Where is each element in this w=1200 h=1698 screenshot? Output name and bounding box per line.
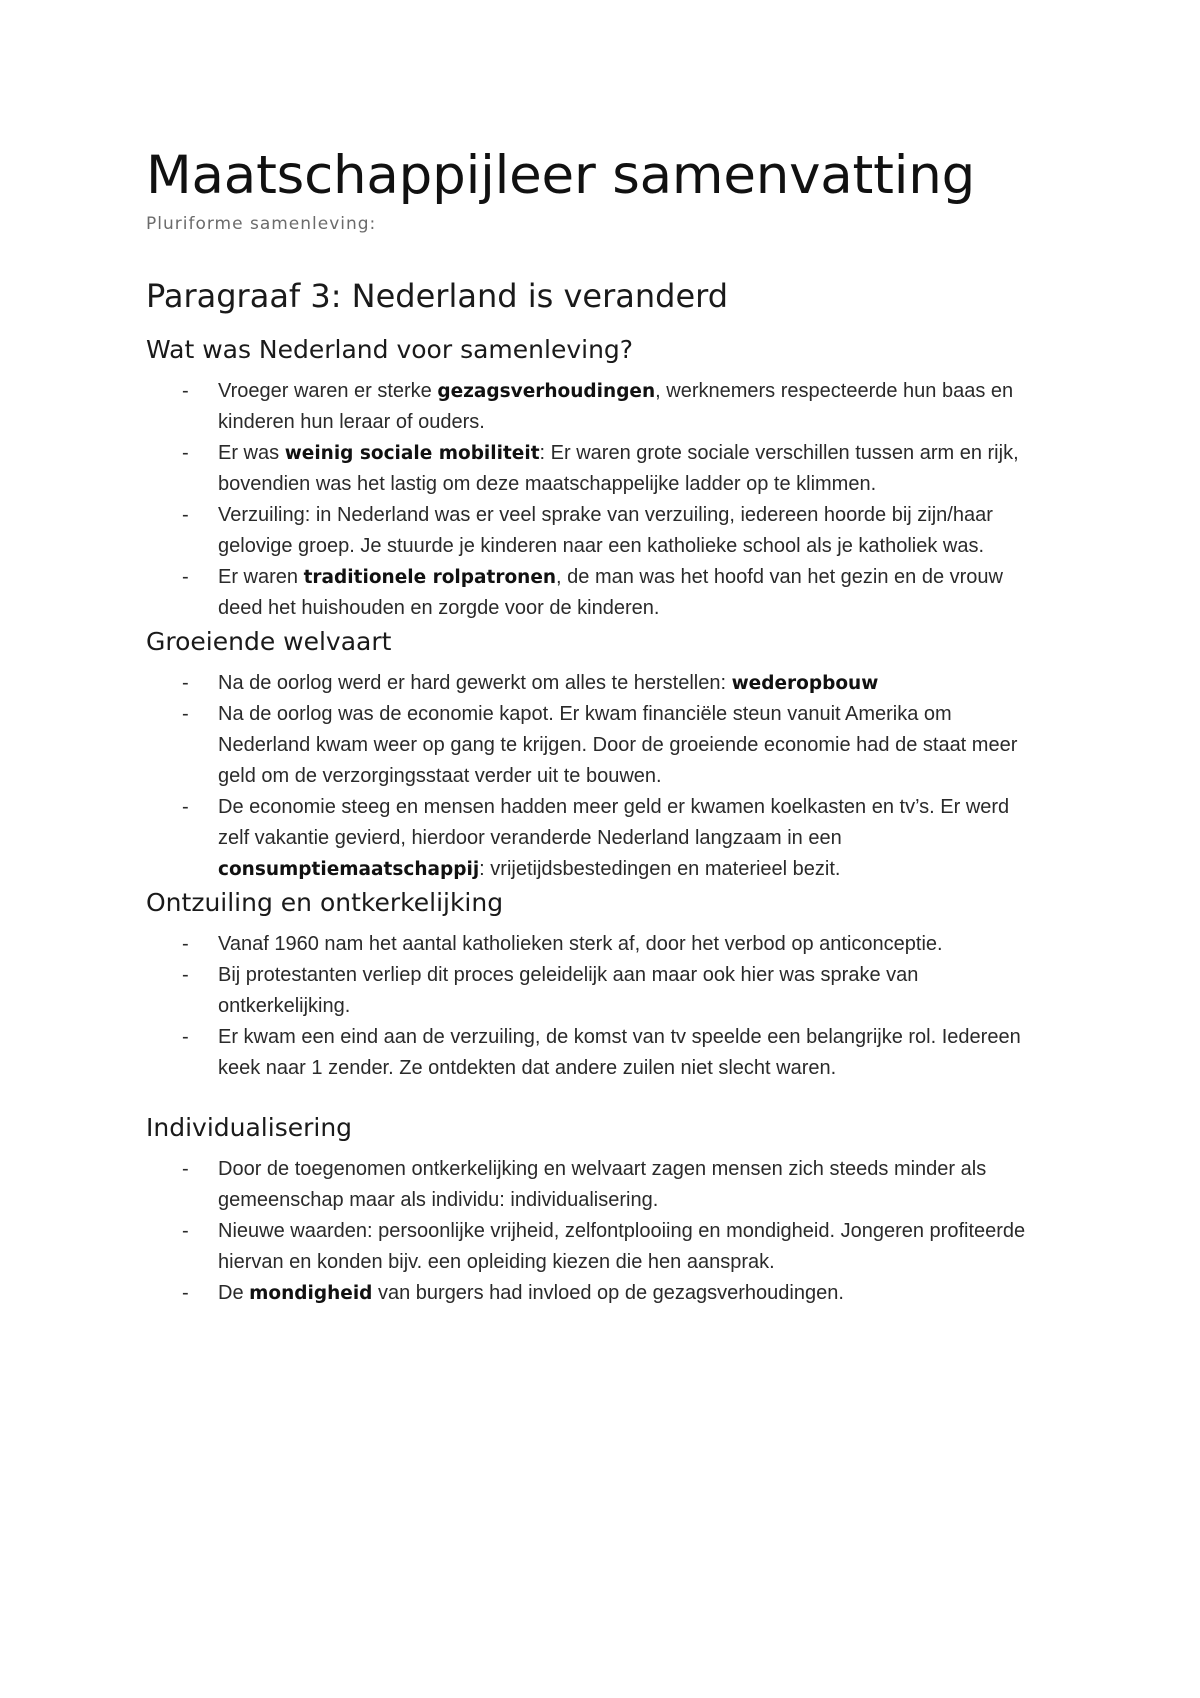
item-text: Na de oorlog werd er hard gewerkt om alles te herstellen:: [218, 672, 732, 694]
item-text: , de man was het hoofd van het gezin en de vrouw deed het huishouden en zorgde voor de kinderen.: [218, 566, 1003, 619]
list-item: [146, 668, 1032, 699]
item-text: Er waren: [218, 566, 304, 588]
section-heading: Groeiende welvaart: [146, 627, 392, 656]
section-heading: Individualisering: [146, 1113, 353, 1142]
section-heading: Wat was Nederland voor samenleving?: [146, 335, 634, 364]
dash-bullet: -: [182, 1282, 189, 1304]
dash-bullet: -: [182, 1158, 189, 1180]
item-text: De: [218, 1282, 250, 1304]
item-text: Er kwam een eind aan de verzuiling, de komst van tv speelde een belangrijke rol. Iedereen keek naar 1 zender. Ze ontdekten dat andere zuilen niet slecht waren.: [218, 1026, 1021, 1079]
item-bold-term: weinig sociale mobiliteit: [284, 443, 540, 464]
dash-bullet: -: [182, 380, 189, 402]
item-bold-term: consumptiemaatschappij: [218, 859, 480, 880]
list-item: [146, 1278, 1032, 1309]
dash-bullet: -: [182, 504, 189, 526]
dash-bullet: -: [182, 1220, 189, 1242]
item-text: Er was: [218, 442, 285, 464]
paragraph-heading: Paragraaf 3: Nederland is veranderd: [146, 277, 729, 315]
dash-bullet: -: [182, 566, 189, 588]
bullet-list: [146, 1154, 1032, 1309]
bullet-list: [146, 376, 1032, 624]
list-item: [146, 438, 1032, 500]
item-text: van burgers had invloed op de gezagsverhoudingen.: [372, 1282, 844, 1304]
document-subtitle: Pluriforme samenleving:: [146, 214, 377, 234]
list-item: [146, 1216, 1032, 1278]
dash-bullet: -: [182, 703, 189, 725]
dash-bullet: -: [182, 672, 189, 694]
item-text: Vroeger waren er sterke: [218, 380, 438, 402]
item-text: De economie steeg en mensen hadden meer geld er kwamen koelkasten en tv’s. Er werd zelf vakantie gevierd, hierdoor veranderde Nederland langzaam in een: [218, 796, 1010, 849]
item-bold-term: wederopbouw: [731, 673, 879, 694]
list-item: [146, 562, 1032, 624]
item-text: , werknemers respecteerde hun baas en kinderen hun leraar of ouders.: [218, 380, 1014, 433]
list-item: [146, 699, 1032, 792]
list-item: [146, 929, 1032, 960]
item-text: Nieuwe waarden: persoonlijke vrijheid, zelfontplooiing en mondigheid. Jongeren profiteerde hiervan en konden bijv. een opleiding kiezen die hen aansprak.: [218, 1220, 1026, 1273]
item-text: Na de oorlog was de economie kapot. Er kwam financiële steun vanuit Amerika om Nederland kwam weer op gang te krijgen. Door de groeiende economie had de staat meer geld om de verzorgingsstaat verder uit te bouwen.: [218, 703, 1018, 787]
item-text: : Er waren grote sociale verschillen tussen arm en rijk, bovendien was het lastig om deze maatschappelijke ladder op te klimmen.: [218, 442, 1019, 495]
item-bold-term: mondigheid: [249, 1283, 373, 1304]
list-item: [146, 1154, 1032, 1216]
item-text: Bij protestanten verliep dit proces geleidelijk aan maar ook hier was sprake van ontkerkelijking.: [218, 964, 919, 1017]
item-text: Vanaf 1960 nam het aantal katholieken sterk af, door het verbod op anticonceptie.: [218, 933, 943, 955]
list-item: [146, 500, 1032, 562]
item-text: Verzuiling: in Nederland was er veel sprake van verzuiling, iedereen hoorde bij zijn/haar gelovige groep. Je stuurde je kinderen naar een katholieke school als je katholiek was.: [218, 504, 993, 557]
item-bold-term: traditionele rolpatronen: [303, 567, 557, 588]
item-text: : vrijetijdsbestedingen en materieel bezit.: [479, 858, 841, 880]
list-item: [146, 1022, 1032, 1084]
dash-bullet: -: [182, 442, 189, 464]
section-heading: Ontzuiling en ontkerkelijking: [146, 888, 504, 917]
item-text: Door de toegenomen ontkerkelijking en welvaart zagen mensen zich steeds minder als gemeenschap maar als individu: individualisering.: [218, 1158, 987, 1211]
list-item: [146, 376, 1032, 438]
bullet-list: [146, 929, 1032, 1084]
list-item: [146, 792, 1032, 885]
bullet-list: [146, 668, 1032, 885]
dash-bullet: -: [182, 933, 189, 955]
dash-bullet: -: [182, 796, 189, 818]
dash-bullet: -: [182, 1026, 189, 1048]
document-title: Maatschappijleer samenvatting: [146, 145, 976, 206]
item-bold-term: gezagsverhoudingen: [437, 381, 656, 402]
list-item: [146, 960, 1032, 1022]
dash-bullet: -: [182, 964, 189, 986]
